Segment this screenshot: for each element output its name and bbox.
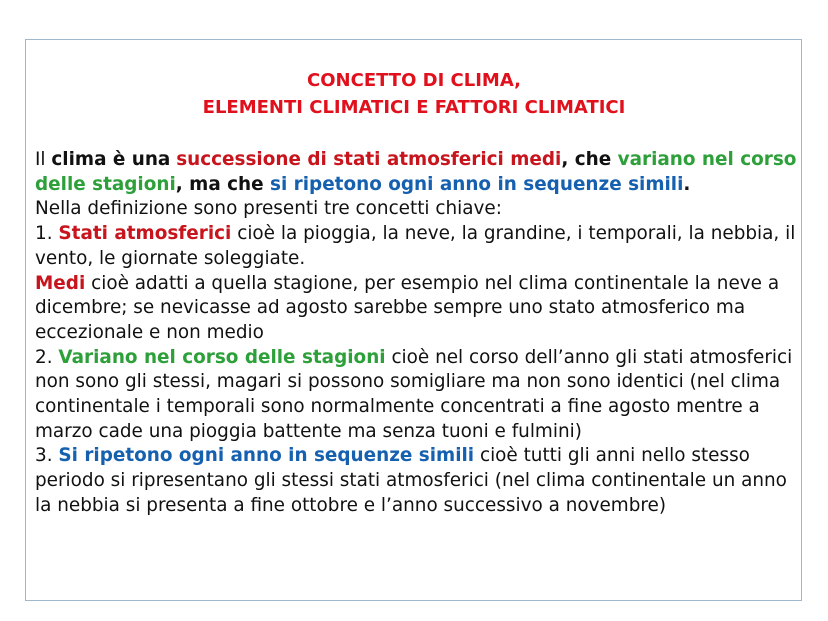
title-line-1: CONCETTO DI CLIMA, [307, 70, 521, 91]
medi-text: cioè adatti a quella stagione, per esempio nel clima continentale la neve a dicembre; se nevicasse ad agosto sarebbe sempre uno stato atmosferico ma eccezionale e non medio [35, 272, 780, 343]
point-2 [35, 346, 800, 445]
point-3-num: 3. [35, 445, 59, 467]
medi-paragraph [35, 272, 800, 346]
intro-clima: clima è una [51, 149, 171, 170]
intro-variano: variano nel corso delle stagioni [35, 149, 797, 195]
point-2-num: 2. [35, 346, 59, 368]
definition-line: Nella definizione sono presenti tre concetti chiave: [35, 198, 502, 220]
intro-succession: successione di stati atmosferici medi [176, 149, 562, 170]
intro-lead: Il [35, 149, 52, 170]
title-line-2: ELEMENTI CLIMATICI E FATTORI CLIMATICI [202, 97, 626, 118]
point-1 [35, 222, 800, 271]
point-1-num: 1. [35, 223, 59, 245]
point-3-term: Si ripetono ogni anno in sequenze simili [58, 445, 475, 467]
point-2-term: Variano nel corso delle stagioni [58, 346, 386, 368]
point-3 [35, 444, 800, 518]
intro-ma-che: , ma che [175, 173, 271, 195]
point-3-text: cioè tutti gli anni nello stesso periodo si ripresentano gli stessi stati atmosferici (nel clima continentale un anno la nebbia si presenta a fine ottobre e l’anno successivo a novembre) [35, 445, 787, 516]
intro-che: , che [561, 149, 618, 170]
point-1-text: cioè la pioggia, la neve, la grandine, i temporali, la nebbia, il vento, le giornate soleggiate. [35, 223, 796, 269]
point-1-term: Stati atmosferici [58, 223, 232, 245]
content-body [35, 148, 800, 519]
intro-paragraph [35, 148, 800, 197]
point-2-text: cioè nel corso dell’anno gli stati atmosferici non sono gli stessi, magari si possono somigliare ma non sono identici (nel clima continentale i temporali sono normalmente concentrati a fine agosto mentre a marzo cade una pioggia battente ma senza tuoni e fulmini) [35, 346, 793, 442]
intro-ripetono: si ripetono ogni anno in sequenze simili [270, 173, 684, 195]
intro-period: . [683, 173, 691, 195]
medi-term: Medi [35, 272, 86, 294]
